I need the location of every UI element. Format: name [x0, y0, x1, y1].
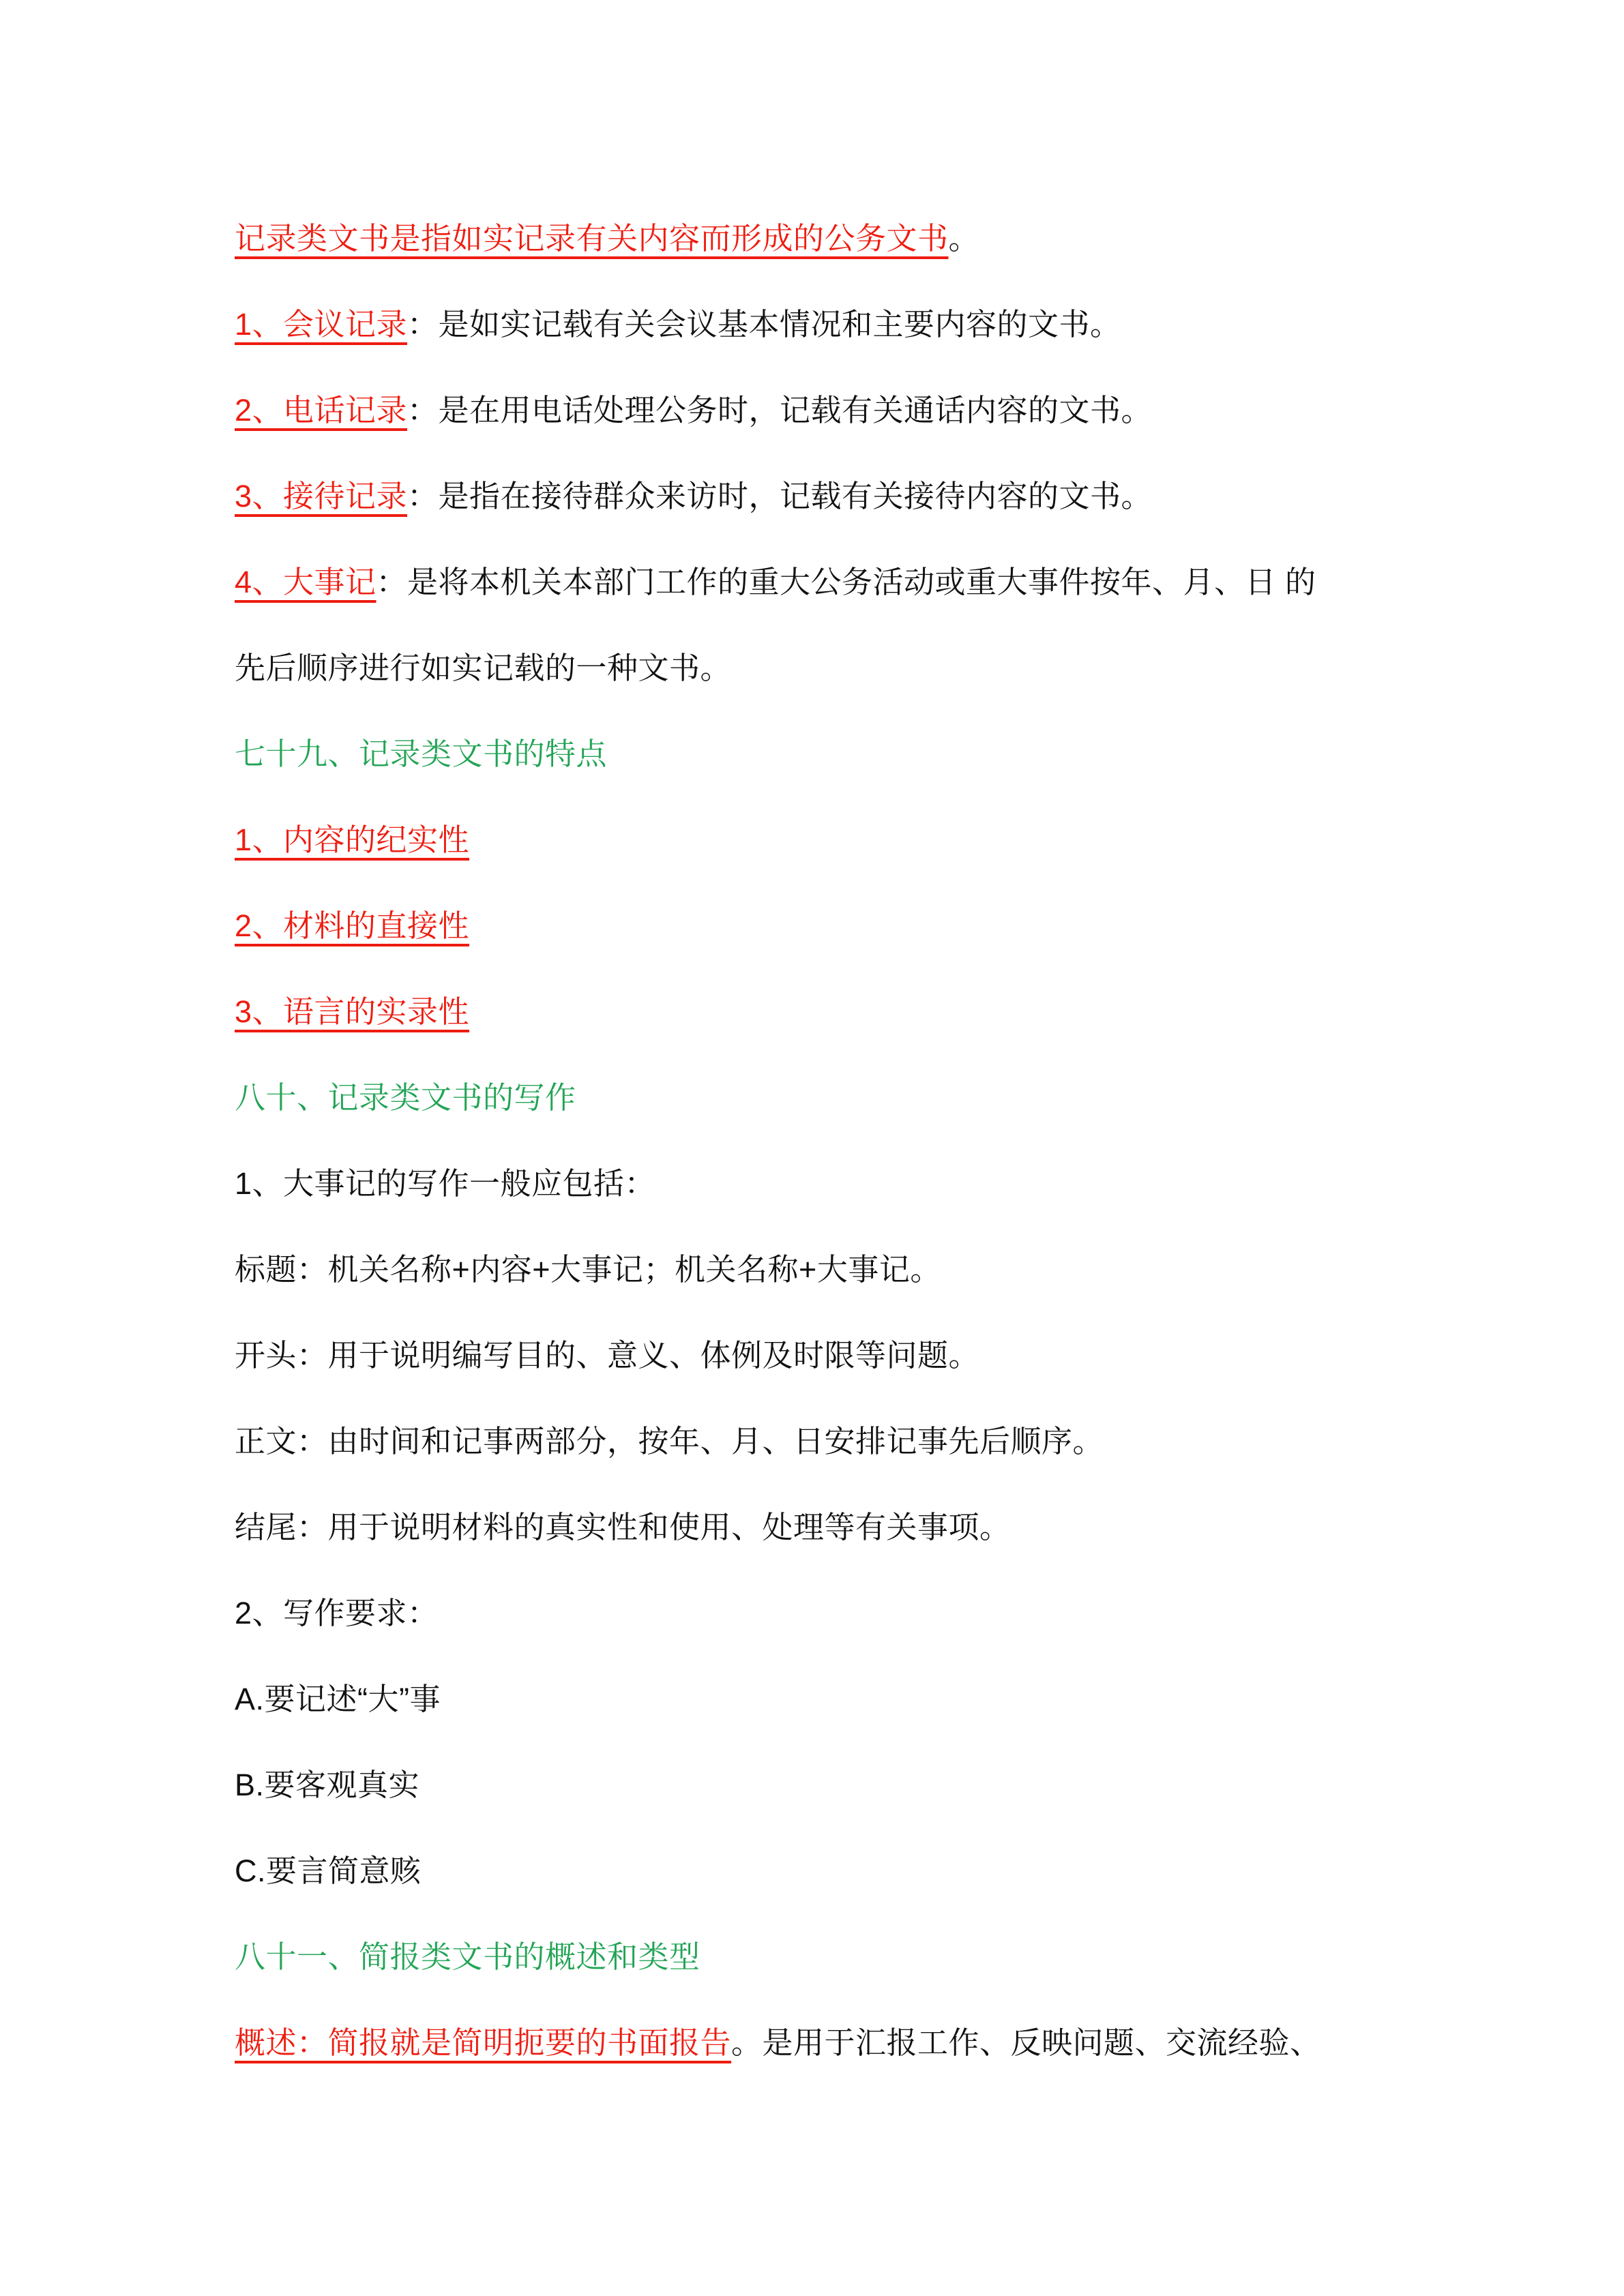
text-segment: A.要记述“大”事 [235, 1682, 441, 1716]
doc-line [235, 1828, 1419, 1914]
text-segment: 。是用于汇报工作、反映问题、交流经验、 [731, 2025, 1321, 2060]
doc-line [235, 1656, 1419, 1742]
text-segment: 开头：用于说明编写目的、意义、体例及时限等问题。 [235, 1338, 980, 1373]
text-segment: 七十九、记录类文书的特点 [235, 736, 608, 771]
doc-line [235, 1485, 1419, 1570]
text-segment: 八十一、简报类文书的概述和类型 [235, 1939, 700, 1974]
text-segment: ：是将本机关本部门工作的重大公务活动或重大事件按年、月、日 的 [376, 565, 1316, 599]
text-segment: 记录类文书是指如实记录有关内容而形成的公务文书 [235, 221, 949, 256]
section-heading [235, 711, 1419, 797]
doc-line [235, 1313, 1419, 1399]
text-segment: 先后顺序进行如实记载的一种文书。 [235, 651, 732, 685]
doc-line [235, 282, 1419, 368]
text-segment: 正文：由时间和记事两部分，按年、月、日安排记事先后顺序。 [235, 1424, 1104, 1459]
text-segment: 2、材料的直接性 [235, 908, 470, 943]
text-segment: 八十、记录类文书的写作 [235, 1080, 576, 1115]
text-segment: 3、接待记录 [235, 479, 408, 513]
document-content [235, 196, 1419, 2086]
doc-line [235, 625, 1419, 711]
doc-line [235, 539, 1419, 625]
doc-line [235, 2000, 1419, 2086]
text-segment: ：是指在接待群众来访时，记载有关接待内容的文书。 [407, 479, 1153, 513]
text-segment: 2、电话记录 [235, 393, 408, 428]
section-heading [235, 1055, 1419, 1141]
doc-line [235, 797, 1419, 883]
text-segment: 概述：简报就是简明扼要的书面报告 [235, 2025, 732, 2060]
text-segment: 2、写作要求： [235, 1596, 439, 1630]
doc-line [235, 969, 1419, 1055]
text-segment: ：是在用电话处理公务时，记载有关通话内容的文书。 [407, 393, 1153, 428]
doc-line [235, 1141, 1419, 1227]
text-segment: C.要言简意赅 [235, 1853, 422, 1888]
doc-line [235, 453, 1419, 539]
text-segment: B.要客观真实 [235, 1768, 420, 1802]
text-segment: 4、大事记 [235, 565, 377, 599]
text-segment: 3、语言的实录性 [235, 994, 470, 1029]
text-segment: 。 [948, 221, 980, 256]
text-segment: 1、大事记的写作一般应包括： [235, 1166, 656, 1201]
doc-line [235, 1399, 1419, 1485]
doc-line [235, 368, 1419, 453]
text-segment: 1、内容的纪实性 [235, 822, 470, 857]
doc-line [235, 1742, 1419, 1828]
text-segment: 1、会议记录 [235, 307, 408, 342]
doc-line [235, 1227, 1419, 1313]
doc-line [235, 196, 1419, 282]
doc-line [235, 883, 1419, 969]
text-segment: ：是如实记载有关会议基本情况和主要内容的文书。 [407, 307, 1121, 342]
section-heading [235, 1914, 1419, 2000]
doc-line [235, 1570, 1419, 1656]
text-segment: 标题：机关名称+内容+大事记；机关名称+大事记。 [235, 1252, 941, 1287]
text-segment: 结尾：用于说明材料的真实性和使用、处理等有关事项。 [235, 1510, 1011, 1545]
